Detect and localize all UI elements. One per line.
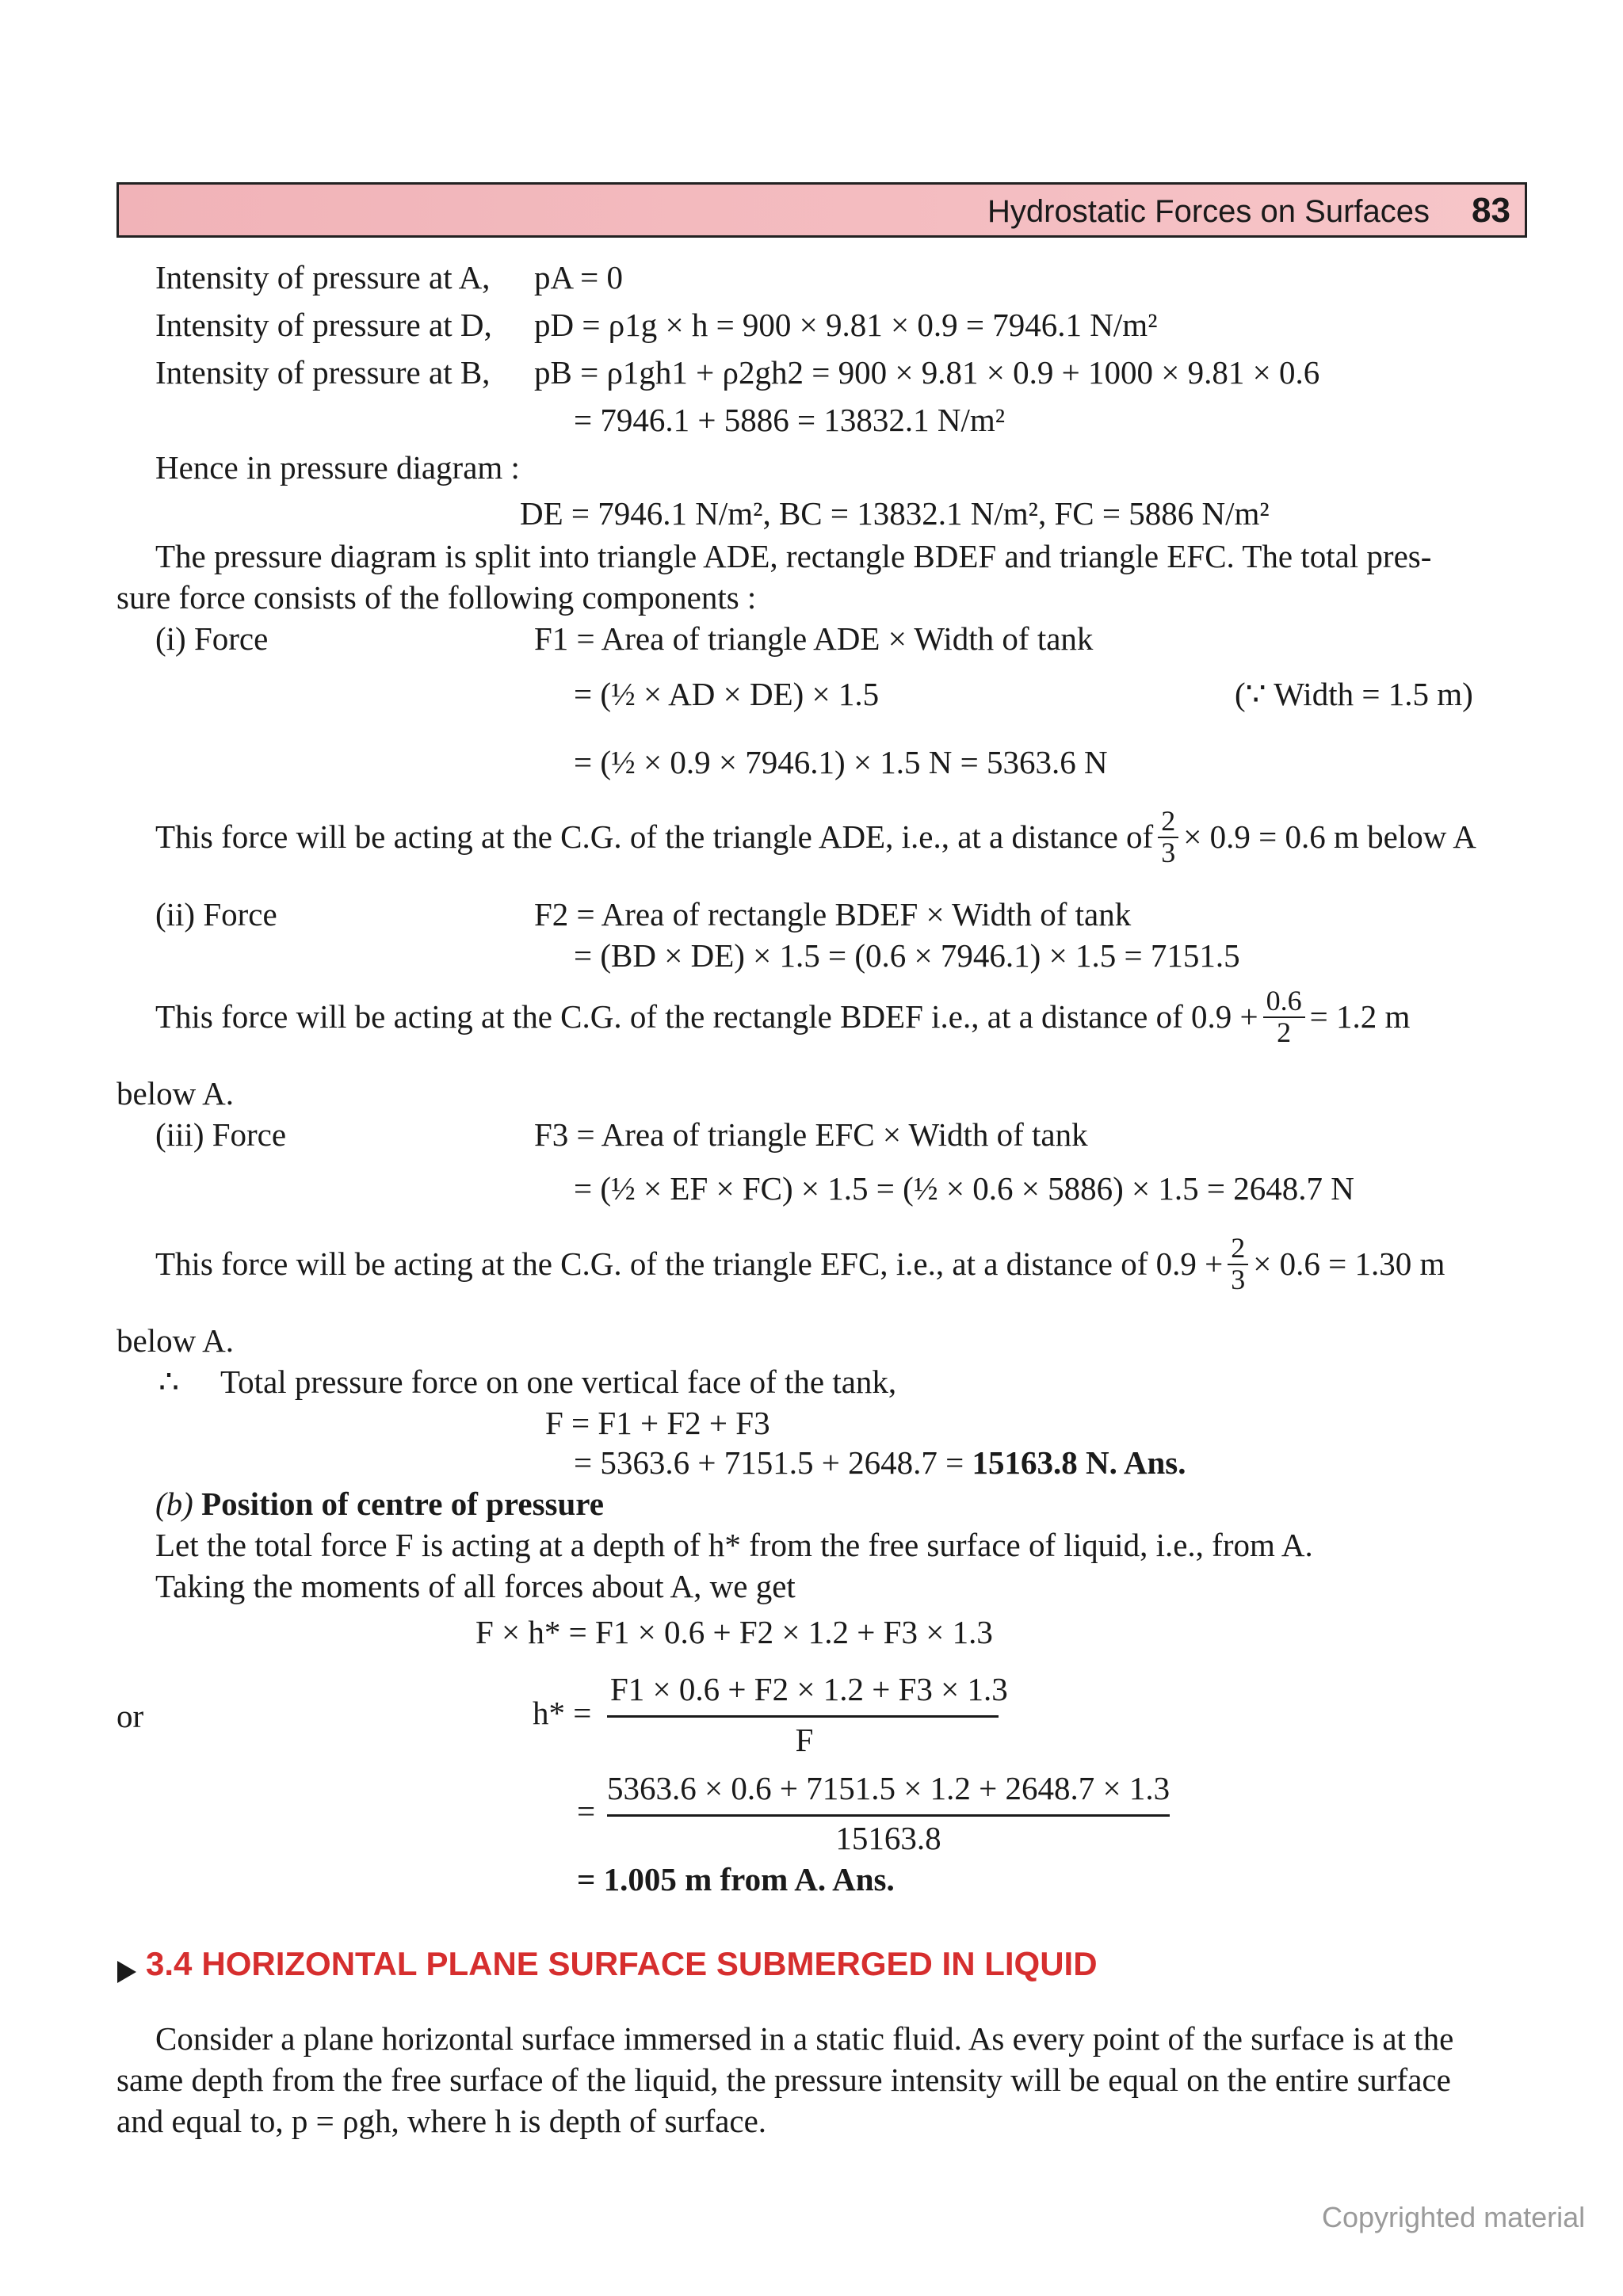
paragraph-line-1: Consider a plane horizontal surface immersed in a static fluid. As every point of the surface is at the (155, 2020, 1454, 2057)
pD-label: Intensity of pressure at D, (155, 307, 492, 343)
fraction-denominator: 3 (1231, 1263, 1246, 1295)
below-a-1: below A. (116, 1075, 235, 1112)
total-force-equation: F = F1 + F2 + F3 (545, 1405, 770, 1441)
total-force-sum: = 5363.6 + 7151.5 + 2648.7 = (574, 1444, 972, 1481)
moments-line: Taking the moments of all forces about A, we get (155, 1568, 796, 1604)
fraction-numerator: 2 (1228, 1234, 1248, 1265)
force-1-equation-2: = (½ × AD × DE) × 1.5 (574, 676, 880, 712)
triangle-bullet-icon (117, 1961, 136, 1983)
let-line: Let the total force F is acting at a depth of h* from the free surface of liquid, i.e., from A. (155, 1527, 1313, 1563)
force-3-cg-text: This force will be acting at the C.G. of the triangle EFC, i.e., at a distance of 0.9 + (155, 1245, 1224, 1283)
h-star-numerator-values: 5363.6 × 0.6 + 7151.5 × 1.2 + 2648.7 × 1.3 (607, 1770, 1170, 1806)
h-star-numerator: F1 × 0.6 + F2 × 1.2 + F3 × 1.3 (610, 1671, 1008, 1707)
force-1-result: = (½ × 0.9 × 7946.1) × 1.5 N = 5363.6 N (574, 744, 1108, 780)
fraction-numerator: 0.6 (1263, 986, 1305, 1018)
total-force-answer: 15163.8 N. Ans. (972, 1444, 1186, 1481)
part-b-title: Position of centre of pressure (201, 1486, 604, 1522)
pB-equation: pB = ρ1gh1 + ρ2gh2 = 900 × 9.81 × 0.9 + 1000 × 9.81 × 0.6 (534, 354, 1320, 391)
force-2-cg-line (155, 986, 1410, 1048)
fraction-denominator: 3 (1161, 836, 1176, 868)
force-2-equation: F2 = Area of rectangle BDEF × Width of tank (534, 896, 1132, 933)
total-force-result (574, 1444, 1186, 1481)
force-3-result: = (½ × EF × FC) × 1.5 = (½ × 0.6 × 5886) × 1.5 = 2648.7 N (574, 1170, 1354, 1207)
fraction-half (1263, 986, 1305, 1048)
or-label: or (116, 1698, 144, 1734)
part-b-label: (b) (155, 1486, 193, 1522)
force-1-cg-line (155, 807, 1476, 868)
force-1-cg-text: This force will be acting at the C.G. of the triangle ADE, i.e., at a distance of (155, 818, 1154, 856)
total-force-label: Total pressure force on one vertical face of the tank, (220, 1363, 897, 1400)
force-2-cg-text: This force will be acting at the C.G. of the rectangle BDEF i.e., at a distance of 0.9 + (155, 998, 1258, 1035)
copyright-watermark: Copyrighted material (1322, 2201, 1586, 2233)
therefore-symbol: ∴ (158, 1363, 180, 1400)
section-heading (117, 1945, 1098, 1983)
moment-equation: F × h* = F1 × 0.6 + F2 × 1.2 + F3 × 1.3 (475, 1614, 993, 1650)
fraction-bar (607, 1814, 1170, 1817)
force-1-cg-result: × 0.9 = 0.6 m below A (1183, 818, 1476, 856)
running-title: Hydrostatic Forces on Surfaces (987, 194, 1430, 229)
pA-label: Intensity of pressure at A, (155, 259, 491, 296)
paragraph-line-2: same depth from the free surface of the liquid, the pressure intensity will be equal on the entire surface (116, 2061, 1451, 2098)
paragraph-line-3: and equal to, p = ρgh, where h is depth of surface. (116, 2103, 767, 2139)
h-star-lhs: h* = (533, 1695, 592, 1731)
split-line-2: sure force consists of the following components : (116, 579, 757, 616)
force-3-cg-result: × 0.6 = 1.30 m (1253, 1245, 1445, 1283)
h-star-denominator-value: 15163.8 (835, 1820, 941, 1856)
fraction-denominator: 2 (1277, 1016, 1292, 1048)
fraction-two-thirds (1228, 1234, 1248, 1295)
pA-equation: pA = 0 (534, 259, 623, 296)
force-1-label: (i) Force (155, 620, 269, 657)
force-2-cg-result: = 1.2 m (1309, 998, 1411, 1035)
pB-equation-cont: = 7946.1 + 5886 = 13832.1 N/m² (574, 402, 1006, 438)
force-2-result: = (BD × DE) × 1.5 = (0.6 × 7946.1) × 1.5 = 7151.5 (574, 937, 1240, 974)
below-a-2: below A. (116, 1322, 235, 1359)
force-3-equation: F3 = Area of triangle EFC × Width of tank (534, 1116, 1088, 1153)
width-note: (∵ Width = 1.5 m) (1235, 676, 1473, 712)
force-1-equation: F1 = Area of triangle ADE × Width of tank (534, 620, 1094, 657)
part-b-heading (155, 1488, 604, 1520)
page-number: 83 (1472, 191, 1510, 230)
pB-label: Intensity of pressure at B, (155, 354, 491, 391)
fraction-bar (607, 1715, 999, 1718)
section-title: HORIZONTAL PLANE SURFACE SUBMERGED IN LIQUID (201, 1945, 1098, 1982)
equals-sign: = (577, 1793, 596, 1829)
force-3-cg-line (155, 1234, 1445, 1295)
force-3-label: (iii) Force (155, 1116, 287, 1153)
fraction-two-thirds (1158, 807, 1178, 868)
force-2-label: (ii) Force (155, 896, 277, 933)
hence-line: Hence in pressure diagram : (155, 449, 520, 486)
pD-equation: pD = ρ1g × h = 900 × 9.81 × 0.9 = 7946.1 N/m² (534, 307, 1158, 343)
h-star-denominator: F (795, 1722, 814, 1758)
split-line-1: The pressure diagram is split into triangle ADE, rectangle BDEF and triangle EFC. The total pres- (155, 538, 1432, 574)
page-header (116, 182, 1527, 238)
section-number: 3.4 (146, 1945, 193, 1982)
h-star-answer: = 1.005 m from A. Ans. (577, 1861, 895, 1897)
fraction-numerator: 2 (1158, 807, 1178, 838)
diagram-values: DE = 7946.1 N/m², BC = 13832.1 N/m², FC = 5886 N/m² (520, 495, 1270, 532)
